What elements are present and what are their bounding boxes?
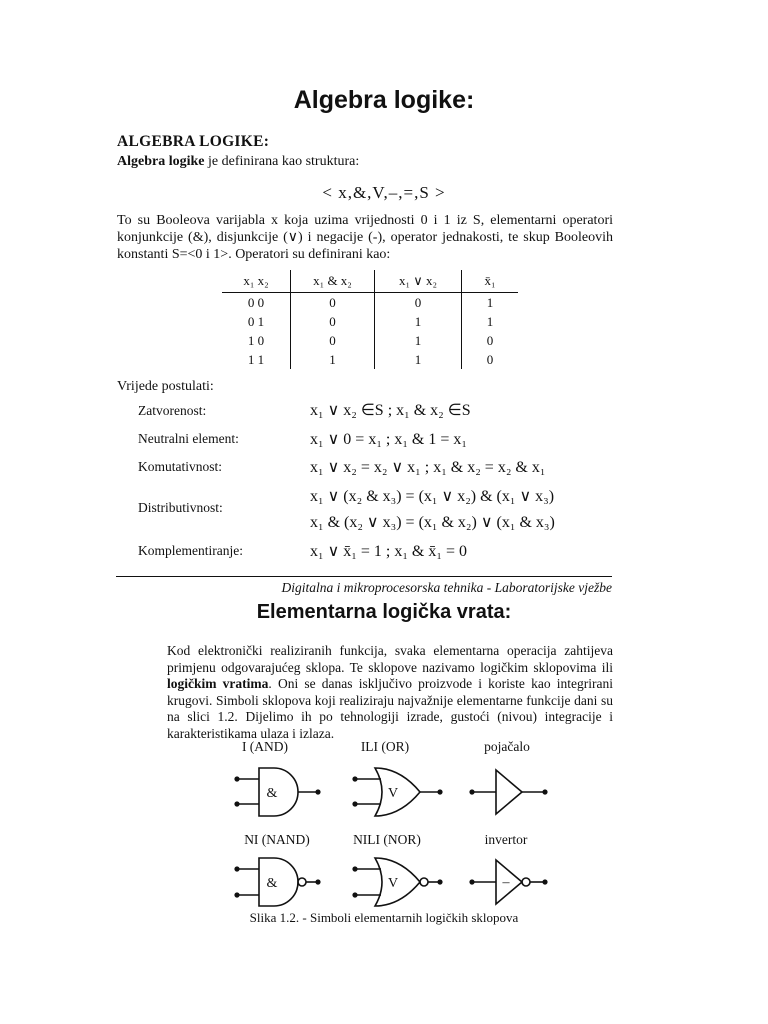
postulate-formula: x₁ ∨ x̄₁ = 1 ; x₁ & x̄₁ = 0 (310, 543, 467, 560)
postulate-name: Neutralni element: (138, 431, 239, 446)
table-cell: 0 (291, 331, 375, 350)
structure-formula: < x,&,V,–,=,S > (322, 183, 446, 202)
postulate-formula: x₁ ∨ 0 = x₁ ; x₁ & 1 = x₁ (310, 431, 467, 448)
header-inputs: x₁ x₂ (222, 270, 291, 293)
table-cell: 0 1 (247, 313, 265, 329)
nand-gate-icon (235, 858, 320, 906)
table-cell: 1 (375, 312, 462, 331)
inverter-gate-symbol: – (502, 875, 510, 890)
and-gate-symbol: & (266, 786, 278, 801)
definition-term: Algebra logike (117, 154, 205, 169)
gates-text-1: Kod elektronički realiziranih funkcija, svaka elementarna operacija zahtijeva primjenu odgovarajućeg sklopa. Te sklopove nazivamo logičkim sklopovima ili (167, 643, 613, 675)
postulate-formula: x₁ ∨ x₂ = x₂ ∨ x₁ ; x₁ & x₂ = x₂ & x₁ (310, 459, 546, 476)
postulate-name: Zatvorenost: (138, 403, 207, 418)
and-gate-icon (235, 768, 320, 816)
table-cell: 0 (375, 293, 462, 313)
postulate-name: Komplementiranje: (138, 543, 243, 558)
gate-label-nor: NILI (NOR) (353, 832, 421, 847)
nor-gate-symbol: V (387, 876, 399, 891)
header-or: x₁ ∨ x₂ (375, 270, 462, 293)
postulates-intro: Vrijede postulati: (117, 379, 214, 394)
description-paragraph: To su Booleova varijabla x koja uzima vrijednosti 0 i 1 iz S, elementarni operatori konjunkcije (&), disjunkcije (∨) i negacije (-), operator jednakosti, te skup Booleovih konstanti S=<0 i 1>. Operatori su definirani kao: (117, 213, 613, 262)
page-footer: Digitalna i mikroprocesorska tehnika - Laboratorijske vježbe (281, 580, 612, 595)
gate-label-inverter: invertor (484, 832, 528, 847)
table-cell: 1 (375, 331, 462, 350)
table-cell: 1 (462, 293, 519, 313)
gates-text-2: . Oni se danas isključivo proizvode i koriste kao integrirani krugovi. Simboli sklopova koji realiziraju najvažnije elementarne funkcije dani su na slici 1.2. Dijelimo ih po tehnologiji izrade, gustoći (nivou) integracije i karakteristikama ulaza i izlaza. (167, 676, 613, 741)
table-cell: 0 (291, 293, 375, 313)
header-and: x₁ & x₂ (291, 270, 375, 293)
postulate-formula: x₁ & (x₂ ∨ x₃) = (x₁ & x₂) ∨ (x₁ & x₃) (310, 514, 555, 531)
postulate-name: Komutativnost: (138, 459, 222, 474)
table-cell: 1 (375, 350, 462, 369)
postulate-formula: x₁ ∨ (x₂ & x₃) = (x₁ ∨ x₂) & (x₁ ∨ x₃) (310, 488, 555, 505)
page-title: Algebra logike: (293, 86, 475, 114)
table-cell: 1 0 (247, 332, 265, 348)
gates-text-bold: logičkim vratima (167, 676, 269, 692)
definition-rest: je definirana kao struktura: (204, 154, 360, 169)
table-cell: 0 (462, 350, 519, 369)
nand-gate-symbol: & (266, 876, 278, 891)
gate-label-or: ILI (OR) (360, 739, 410, 754)
table-cell: 0 0 (247, 294, 265, 310)
table-cell: 1 (291, 350, 375, 369)
table-cell: 1 1 (247, 351, 265, 367)
or-gate-symbol: V (387, 786, 399, 801)
gate-label-buffer: pojačalo (484, 739, 530, 754)
table-cell: 0 (291, 312, 375, 331)
buffer-gate-icon (470, 770, 547, 814)
postulate-formula: x₁ ∨ x₂ ∈S ; x₁ & x₂ ∈S (310, 402, 471, 419)
figure-caption: Slika 1.2. - Simboli elementarnih logičkih sklopova (249, 910, 519, 925)
section-title: Elementarna logička vrata: (256, 601, 512, 623)
table-cell: 0 (462, 331, 519, 350)
gate-label-nand: NI (NAND) (244, 832, 310, 847)
table-cell: 1 (462, 312, 519, 331)
gate-label-and: I (AND) (241, 739, 289, 754)
header-not: x̄₁ (462, 270, 519, 293)
section-heading: ALGEBRA LOGIKE: (117, 133, 270, 150)
postulate-name: Distributivnost: (138, 500, 223, 515)
